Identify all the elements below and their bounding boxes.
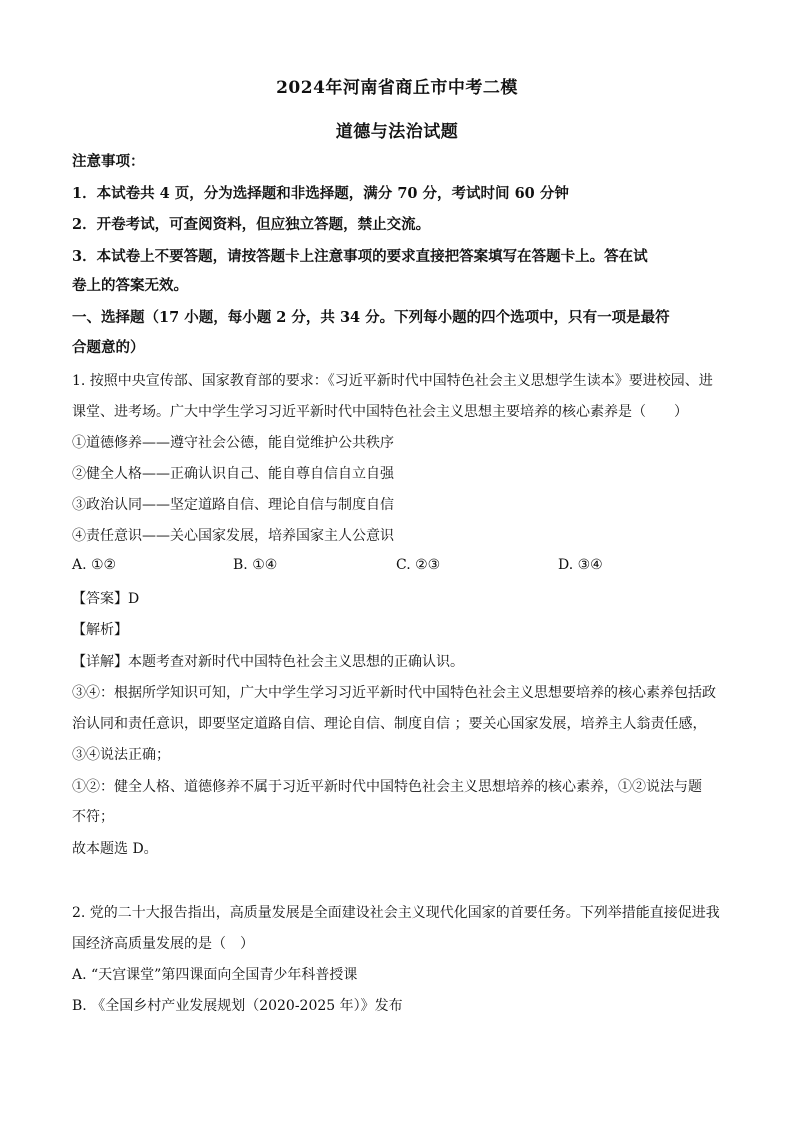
q1-statement-3: ③政治认同——坚定道路自信、理论自信与制度自信 xyxy=(72,497,394,513)
notice-item-1: 1．本试卷共 4 页，分为选择题和非选择题，满分 70 分，考试时间 60 分钟 xyxy=(72,185,569,202)
exam-subtitle: 道德与法治试题 xyxy=(335,122,459,142)
q1-explanation-2-line-1: ①②：健全人格、道德修养不属于习近平新时代中国特色社会主义思想培养的核心素养，①②说法与题 xyxy=(72,779,702,795)
q1-option-d: D. ③④ xyxy=(558,557,603,573)
q1-detail: 【详解】本题考查对新时代中国特色社会主义思想的正确认识。 xyxy=(72,654,464,670)
q1-stem-line-1: 1. 按照中央宣传部、国家教育部的要求：《习近平新时代中国特色社会主义思想学生读本》要进校园、进 xyxy=(72,373,713,389)
q1-statement-1: ①道德修养——遵守社会公德，能自觉维护公共秩序 xyxy=(72,435,394,451)
section-1-heading-line-1: 一、选择题（17 小题，每小题 2 分，共 34 分。下列每小题的四个选项中，只有一项是最符 xyxy=(72,309,670,326)
q1-explanation-1-line-3: ③④说法正确； xyxy=(72,747,170,763)
q1-statement-4: ④责任意识——关心国家发展，培养国家主人公意识 xyxy=(72,528,394,544)
q1-conclusion: 故本题选 D。 xyxy=(72,841,158,857)
notice-item-2: 2．开卷考试，可查阅资料，但应独立答题，禁止交流。 xyxy=(72,216,431,233)
q1-statement-2: ②健全人格——正确认识自己、能自尊自信自立自强 xyxy=(72,466,394,482)
q2-stem-line-2: 国经济高质量发展的是（ ） xyxy=(72,936,254,952)
q1-stem-line-2: 课堂、进考场。广大中学生学习习近平新时代中国特色社会主义思想主要培养的核心素养是（ ） xyxy=(72,404,688,420)
q1-option-b: B. ①④ xyxy=(233,557,278,573)
q1-analysis-label: 【解析】 xyxy=(72,622,128,638)
notice-heading: 注意事项： xyxy=(72,153,145,170)
q1-answer: 【答案】D xyxy=(72,591,140,607)
q1-option-c: C. ②③ xyxy=(396,557,441,573)
q1-explanation-2-line-2: 不符； xyxy=(72,809,114,825)
notice-item-3-line-1: 3．本试卷上不要答题，请按答题卡上注意事项的要求直接把答案填写在答题卡上。答在试 xyxy=(72,248,648,265)
exam-title: 2024年河南省商丘市中考二模 xyxy=(276,78,518,98)
notice-item-3-line-2: 卷上的答案无效。 xyxy=(72,277,188,294)
q1-explanation-1-line-2: 治认同和责任意识，即要坚定道路自信、理论自信、制度自信 ；要关心国家发展，培养主人翁责任感， xyxy=(72,716,707,732)
section-1-heading-line-2: 合题意的） xyxy=(72,339,145,356)
q1-explanation-1-line-1: ③④：根据所学知识可知，广大中学生学习习近平新时代中国特色社会主义思想要培养的核心素养包括政 xyxy=(72,685,716,701)
q2-option-a: A. “天宫课堂”第四课面向全国青少年科普授课 xyxy=(72,967,358,983)
q1-option-a: A. ①② xyxy=(72,557,117,573)
q2-option-b: B. 《全国乡村产业发展规划（2020-2025 年）》发布 xyxy=(72,998,403,1014)
q2-stem-line-1: 2. 党的二十大报告指出，高质量发展是全面建设社会主义现代化国家的首要任务。下列举措能直接促进我 xyxy=(72,905,720,921)
